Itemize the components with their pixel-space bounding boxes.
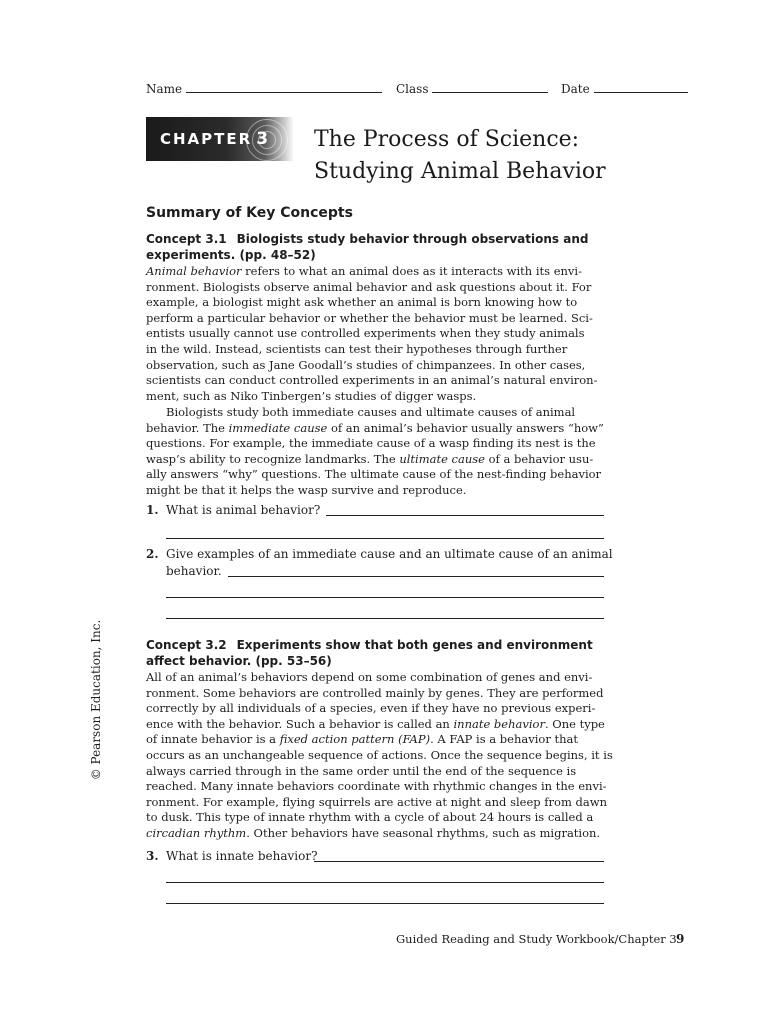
class-label: Class [396, 82, 429, 96]
concept-1-paragraph-1-line: observation, such as Jane Goodall’s studies of chimpanzees. In other cases, [146, 357, 586, 372]
concept-2-label: Concept 3.2 [146, 638, 227, 652]
name-label: Name [146, 82, 183, 96]
key-term: immediate cause [228, 420, 328, 435]
concept-1-paragraph-2-line: Biologists study both immediate causes and ultimate causes of animal [166, 405, 576, 419]
concept-2-paragraph-line: to dusk. This type of innate rhythm with a cycle of about 24 hours is called a [146, 810, 594, 825]
concept-2-paragraph-line: ence with the behavior. Such a behavior is called an innate behavior. One type [146, 716, 605, 731]
concept-1-paragraph-2-line: questions. For example, the immediate cause of a wasp finding its nest is the [146, 436, 596, 451]
decorative-ring [258, 131, 276, 149]
chapter-title-line2: Studying Animal Behavior [314, 159, 606, 184]
concept-1-paragraph-1-line: scientists can conduct controlled experiments in an animal’s natural environ- [146, 373, 598, 388]
key-term: ultimate cause [399, 451, 485, 466]
concept-1-heading [146, 231, 606, 263]
answer-line[interactable] [166, 618, 604, 619]
answer-line[interactable] [326, 515, 604, 516]
concept-1-paragraph-1-line: Animal behavior refers to what an animal does as it interacts with its envi- [146, 264, 582, 278]
concept-2-paragraph-line: All of an animal’s behaviors depend on some combination of genes and envi- [146, 670, 593, 684]
answer-line[interactable] [166, 597, 604, 598]
concept-1-paragraph-2-line: ally answers “why” questions. The ultimate cause of the nest-finding behavior [146, 467, 602, 482]
answer-line[interactable] [314, 861, 604, 862]
date-field[interactable] [561, 80, 688, 96]
question-2-number: 2. [146, 547, 159, 561]
date-line[interactable] [594, 80, 688, 93]
concept-1-paragraph-1-line: entists usually cannot use controlled experiments when they study animals [146, 326, 585, 341]
concept-1-paragraph-2-line: wasp’s ability to recognize landmarks. The ultimate cause of a behavior usu- [146, 451, 594, 466]
concept-2-paragraph-line: correctly by all individuals of a species, even if they have no previous experi- [146, 701, 596, 716]
question-2-text-line2: behavior. [166, 564, 222, 578]
answer-line[interactable] [228, 576, 604, 577]
answer-line[interactable] [166, 882, 604, 883]
concept-1-paragraph-1-line: in the wild. Instead, scientists can test their hypotheses through further [146, 341, 568, 356]
concept-1-paragraph-1-line: perform a particular behavior or whether the behavior must be learned. Sci- [146, 310, 593, 325]
page-number: 9 [676, 932, 685, 946]
concept-1-paragraph-1-line: example, a biologist might ask whether an animal is born knowing how to [146, 295, 578, 310]
concept-1-paragraph-1-line: ment, such as Niko Tinbergen’s studies of digger wasps. [146, 388, 477, 403]
footer-text: Guided Reading and Study Workbook/Chapter 3 [396, 932, 677, 946]
chapter-title-line1: The Process of Science: [314, 127, 580, 152]
name-line[interactable] [186, 80, 382, 93]
key-term: Animal behavior [146, 264, 242, 278]
concept-2-paragraph-line: reached. Many innate behaviors coordinate with rhythmic changes in the envi- [146, 779, 607, 794]
key-term: circadian rhythm [146, 825, 247, 840]
class-line[interactable] [432, 80, 548, 93]
concept-2-paragraph-line: ronment. Some behaviors are controlled mainly by genes. They are performed [146, 685, 604, 700]
chapter-word: CHAPTER [160, 130, 253, 148]
concept-1-label: Concept 3.1 [146, 232, 227, 246]
concept-1-paragraph-2-line: might be that it helps the wasp survive and reproduce. [146, 482, 467, 497]
concept-2-heading-text: Experiments show that both genes and environment affect behavior. (pp. 53–56) [146, 638, 593, 668]
chapter-badge [146, 117, 294, 161]
date-label: Date [561, 82, 590, 96]
key-term: fixed action pattern (FAP) [279, 732, 431, 747]
name-field[interactable] [146, 80, 382, 96]
concept-2-paragraph [146, 670, 613, 842]
chapter-number: 3 [256, 129, 269, 149]
answer-line[interactable] [166, 903, 604, 904]
concept-1-paragraph-1 [146, 264, 606, 404]
concept-2-paragraph-line: ronment. For example, flying squirrels are active at night and sleep from dawn [146, 794, 607, 809]
concept-2-paragraph-line: circadian rhythm. Other behaviors have seasonal rhythms, such as migration. [146, 825, 601, 840]
question-2-text-line1: Give examples of an immediate cause and an ultimate cause of an animal [166, 547, 613, 561]
concept-2-paragraph-line: occurs as an unchangeable sequence of actions. Once the sequence begins, it is [146, 747, 613, 762]
concept-1-paragraph-2 [146, 405, 606, 499]
concept-2-heading [146, 637, 606, 669]
copyright-notice: © Pearson Education, Inc. [89, 619, 103, 781]
concept-1-paragraph-1-line: ronment. Biologists observe animal behavior and ask questions about it. For [146, 279, 592, 294]
concept-1-paragraph-2-line: behavior. The immediate cause of an animal’s behavior usually answers “how” [146, 420, 604, 435]
question-1-text: What is animal behavior? [166, 503, 321, 517]
question-1-number: 1. [146, 503, 159, 517]
key-term: innate behavior [453, 716, 545, 731]
class-field[interactable] [396, 80, 548, 96]
question-3-number: 3. [146, 849, 159, 863]
summary-heading: Summary of Key Concepts [146, 205, 353, 221]
answer-line[interactable] [166, 538, 604, 539]
question-3-text: What is innate behavior? [166, 849, 318, 863]
concept-2-paragraph-line: always carried through in the same order until the end of the sequence is [146, 763, 577, 778]
chapter-title [314, 124, 634, 188]
concept-1-heading-text: Biologists study behavior through observations and experiments. (pp. 48–52) [146, 232, 589, 262]
concept-2-paragraph-line: of innate behavior is a fixed action pattern (FAP). A FAP is a behavior that [146, 732, 578, 747]
